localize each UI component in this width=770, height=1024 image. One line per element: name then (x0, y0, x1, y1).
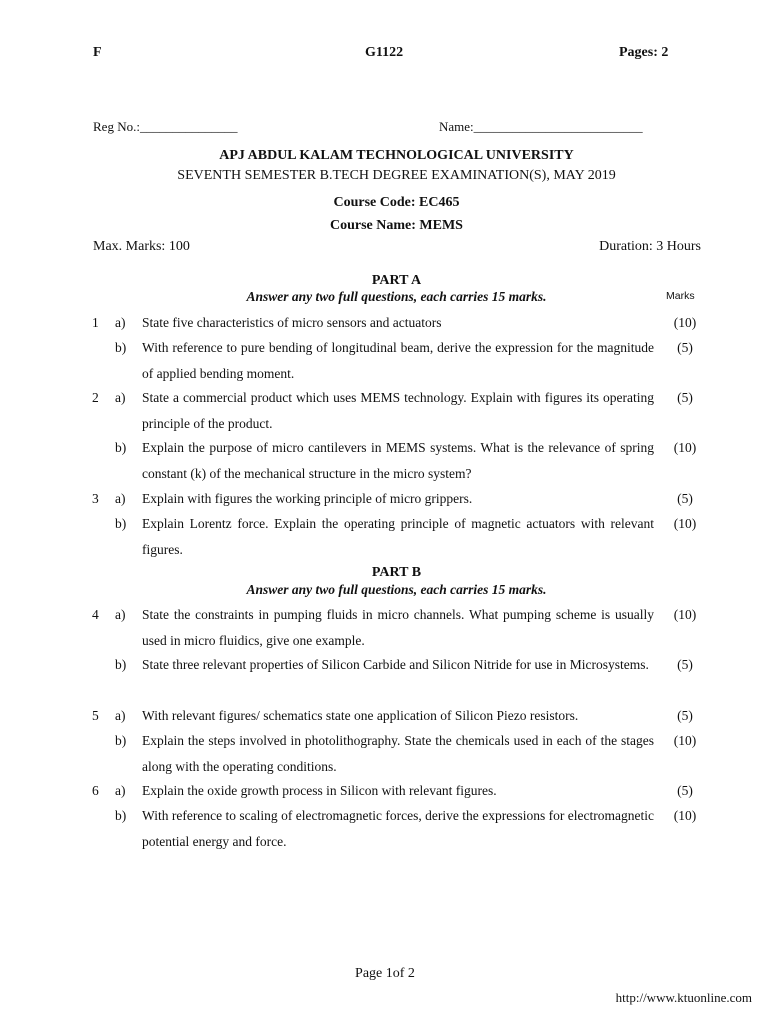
part-b-title: PART B (371, 565, 422, 580)
paper-code: G1122 (365, 45, 404, 60)
question-text: Explain the purpose of micro cantilevers in MEMS systems. What is the relevance of spring constant (k) of the mechanical structure in the micro system? (142, 440, 654, 481)
question-marks: (5) (677, 340, 693, 355)
question-text: Explain Lorentz force. Explain the operating principle of magnetic actuators with relevant figures. (142, 516, 654, 557)
question-label: a) (115, 607, 126, 622)
question-label: b) (115, 516, 127, 531)
question-marks: (10) (673, 733, 697, 748)
question-label: a) (115, 390, 126, 405)
question-marks: (10) (673, 440, 697, 455)
question-number: 4 (92, 607, 99, 622)
question-marks: (10) (673, 607, 697, 622)
exam-title: SEVENTH SEMESTER B.TECH DEGREE EXAMINATION(S), MAY 2019 (177, 168, 616, 183)
source-url[interactable]: http://www.ktuonline.com (615, 990, 752, 1005)
question-text: Explain the oxide growth process in Silicon with relevant figures. (142, 783, 497, 798)
question-text: Explain the steps involved in photolithography. State the chemicals used in each of the stages along with the operating conditions. (142, 733, 654, 774)
question-text: Explain with figures the working principle of micro grippers. (142, 491, 473, 506)
part-b-instruction: Answer any two full questions, each carries 15 marks. (246, 582, 547, 597)
question-text: State five characteristics of micro sensors and actuators (142, 315, 442, 330)
question-marks: (5) (677, 491, 693, 506)
question-number: 5 (92, 708, 99, 723)
question-label: b) (115, 733, 127, 748)
question-label: b) (115, 657, 127, 672)
question-label: a) (115, 708, 126, 723)
university-title: APJ ABDUL KALAM TECHNOLOGICAL UNIVERSITY (219, 148, 574, 163)
question-text: With reference to pure bending of longitudinal beam, derive the expression for the magnitude of applied bending moment. (142, 340, 654, 381)
question-marks: (10) (673, 315, 697, 330)
marks-column-label: Marks (666, 290, 695, 302)
question-label: a) (115, 783, 126, 798)
question-number: 1 (92, 315, 99, 330)
question-marks: (5) (677, 783, 693, 798)
part-a-instruction: Answer any two full questions, each carries 15 marks. (246, 289, 547, 304)
question-number: 2 (92, 390, 99, 405)
question-marks: (5) (677, 390, 693, 405)
question-label: a) (115, 491, 126, 506)
question-label: b) (115, 808, 127, 823)
set-label: F (93, 45, 102, 60)
question-marks: (10) (673, 808, 697, 823)
question-text: State the constraints in pumping fluids in micro channels. What pumping scheme is usually used in micro fluidics, give one example. (142, 607, 654, 648)
reg-no-field: Reg No.:_______________ (93, 119, 238, 134)
page-count: Pages: 2 (619, 45, 669, 60)
part-a-title: PART A (371, 273, 422, 288)
duration: Duration: 3 Hours (599, 239, 701, 254)
question-text: With relevant figures/ schematics state one application of Silicon Piezo resistors. (142, 708, 579, 723)
question-label: b) (115, 440, 127, 455)
question-text: With reference to scaling of electromagnetic forces, derive the expressions for electromagnetic potential energy and force. (142, 808, 654, 849)
question-number: 3 (92, 491, 99, 506)
question-marks: (5) (677, 657, 693, 672)
course-code: Course Code: EC465 (333, 195, 460, 210)
question-text: State three relevant properties of Silicon Carbide and Silicon Nitride for use in Microsystems. (142, 657, 649, 672)
course-name: Course Name: MEMS (330, 218, 463, 233)
question-label: a) (115, 315, 126, 330)
max-marks: Max. Marks: 100 (93, 239, 190, 254)
question-marks: (5) (677, 708, 693, 723)
name-field: Name:__________________________ (439, 119, 643, 134)
page-number: Page 1of 2 (355, 966, 415, 981)
question-label: b) (115, 340, 127, 355)
question-text: State a commercial product which uses MEMS technology. Explain with figures its operating principle of the product. (142, 390, 654, 431)
question-marks: (10) (673, 516, 697, 531)
question-number: 6 (92, 783, 99, 798)
